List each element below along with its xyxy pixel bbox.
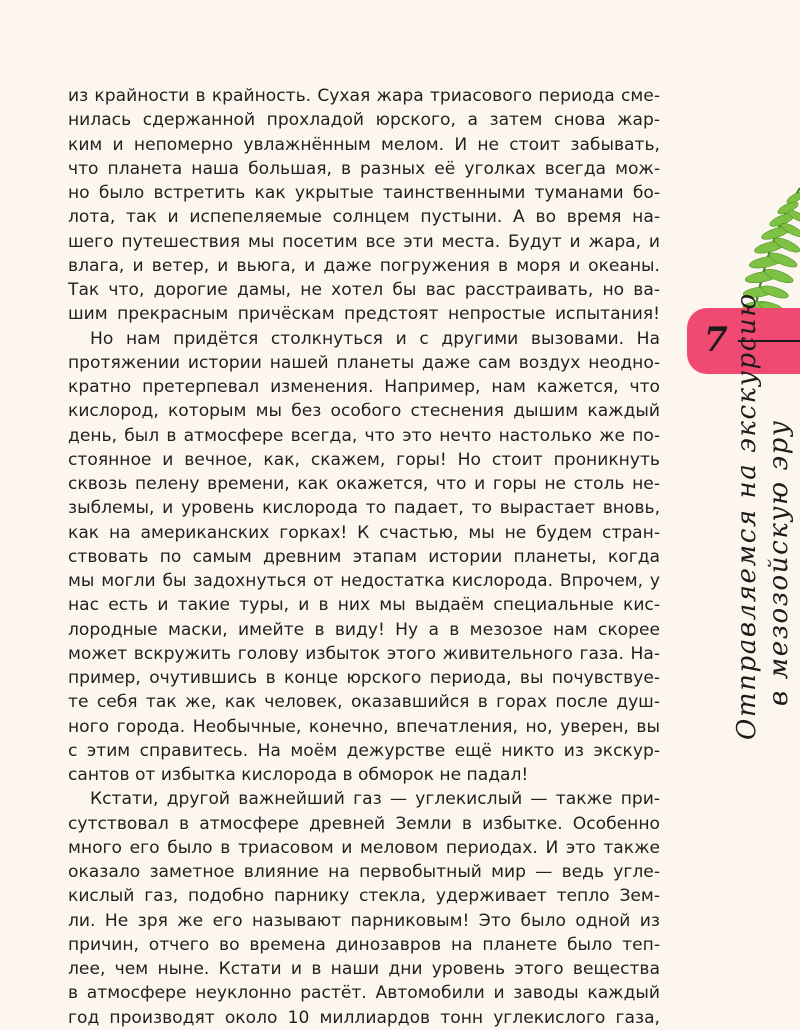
- text-line: Так что, дорогие дамы, не хотел бы вас расстраивать, но ва-: [68, 280, 660, 300]
- text-line: сутствовал в атмосфере древней Земли в избытке. Особенно: [68, 813, 660, 834]
- text-line: оказало заметное влияние на первобытный мир — ведь угле-: [68, 862, 660, 882]
- side-title-line-1: Отправляемся на экскурсию: [732, 292, 762, 740]
- side-title-line-2: в мезозойскую эру: [764, 419, 794, 706]
- body-text: [68, 84, 660, 1030]
- text-line: причин, отчего во времена динозавров на планете было теп-: [68, 934, 660, 955]
- text-line: зыблемы, и уровень кислорода то падает, то вырастает вновь,: [68, 498, 660, 519]
- paragraph-3: [68, 787, 660, 1030]
- text-line: лее, чем ныне. Кстати и в наши дни уровень этого вещества: [68, 959, 660, 979]
- text-line: день, был в атмосфере всегда, что это нечто настолько же по-: [68, 425, 660, 446]
- text-line: нилась сдержанной прохладой юрского, а затем снова жар-: [68, 110, 660, 131]
- text-line: сквозь пелену времени, как окажется, что и горы не столь не-: [68, 474, 660, 494]
- text-line: но было встретить как укрытые таинственными туманами бо-: [68, 183, 660, 203]
- text-line: протяжении истории нашей планеты даже сам воздух неодно-: [68, 352, 660, 373]
- text-line: ствовать по самым древним этапам истории планеты, когда: [68, 546, 660, 567]
- text-line: влага, и ветер, и вьюга, и даже погружения в моря и океаны.: [68, 255, 660, 276]
- text-line: шего путешествия мы посетим все эти места. Будут и жара, и: [68, 231, 660, 252]
- text-line: нас есть и такие туры, и в них мы выдаём специальные кис-: [68, 595, 660, 616]
- text-line: Но нам придётся столкнуться и с другими вызовами. На: [90, 328, 660, 349]
- page-number: 7: [704, 320, 728, 360]
- text-line: как на американских горках! К счастью, мы не будем стран-: [68, 522, 660, 543]
- text-line: ли. Не зря же его называют парниковым! Это было одной из: [68, 910, 660, 931]
- text-line: ким и непомерно увлажнённым мелом. И не стоит забывать,: [68, 134, 660, 155]
- text-line: в атмосфере неуклонно растёт. Автомобили и заводы каждый: [68, 983, 660, 1004]
- text-line: сантов от избытка кислорода в обморок не падал!: [68, 765, 529, 785]
- text-line: кислый газ, подобно парнику стекла, удерживает тепло Зем-: [68, 886, 660, 907]
- text-line: стоянное и вечное, как, скажем, горы! Но стоит проникнуть: [68, 449, 660, 470]
- paragraph-1: [68, 84, 660, 327]
- text-line: кратно претерпевал изменения. Например, нам кажется, что: [68, 377, 660, 397]
- text-line: с этим справитесь. На моём дежурстве ещё никто из экскур-: [68, 740, 660, 761]
- side-title: [731, 292, 795, 740]
- text-line: год производят около 10 миллиардов тонн углекислого газа,: [68, 1007, 660, 1028]
- text-line: Кстати, другой важнейший газ — углекислый — также при-: [90, 789, 660, 810]
- text-line: может вскружить голову избыток этого живительного газа. На-: [68, 643, 660, 664]
- text-line: пример, очутившись в конце юрского периода, вы почувствуе-: [68, 668, 660, 688]
- paragraph-2: [68, 327, 660, 788]
- text-line: те себя так же, как человек, оказавшийся в горах после душ-: [68, 692, 660, 713]
- text-line: мы могли бы задохнуться от недостатка кислорода. Впрочем, у: [68, 571, 660, 591]
- text-line: из крайности в крайность. Сухая жара триасового периода сме-: [68, 86, 660, 106]
- text-line: лота, так и испепеляемые солнцем пустыни. А во время на-: [68, 207, 660, 228]
- text-line: лородные маски, имейте в виду! Ну а в мезозое нам скорее: [68, 619, 660, 640]
- text-line: кислород, которым мы без особого стеснения дышим каждый: [68, 401, 660, 422]
- text-line: что планета наша большая, в разных её уголках всегда мож-: [68, 158, 660, 179]
- text-line: ного города. Необычные, конечно, впечатления, но, уверен, вы: [68, 716, 660, 737]
- text-line: много его было в триасовом и меловом периодах. И это также: [68, 837, 660, 858]
- text-line: шим прекрасным причёскам предстоят непростые испытания!: [68, 304, 660, 325]
